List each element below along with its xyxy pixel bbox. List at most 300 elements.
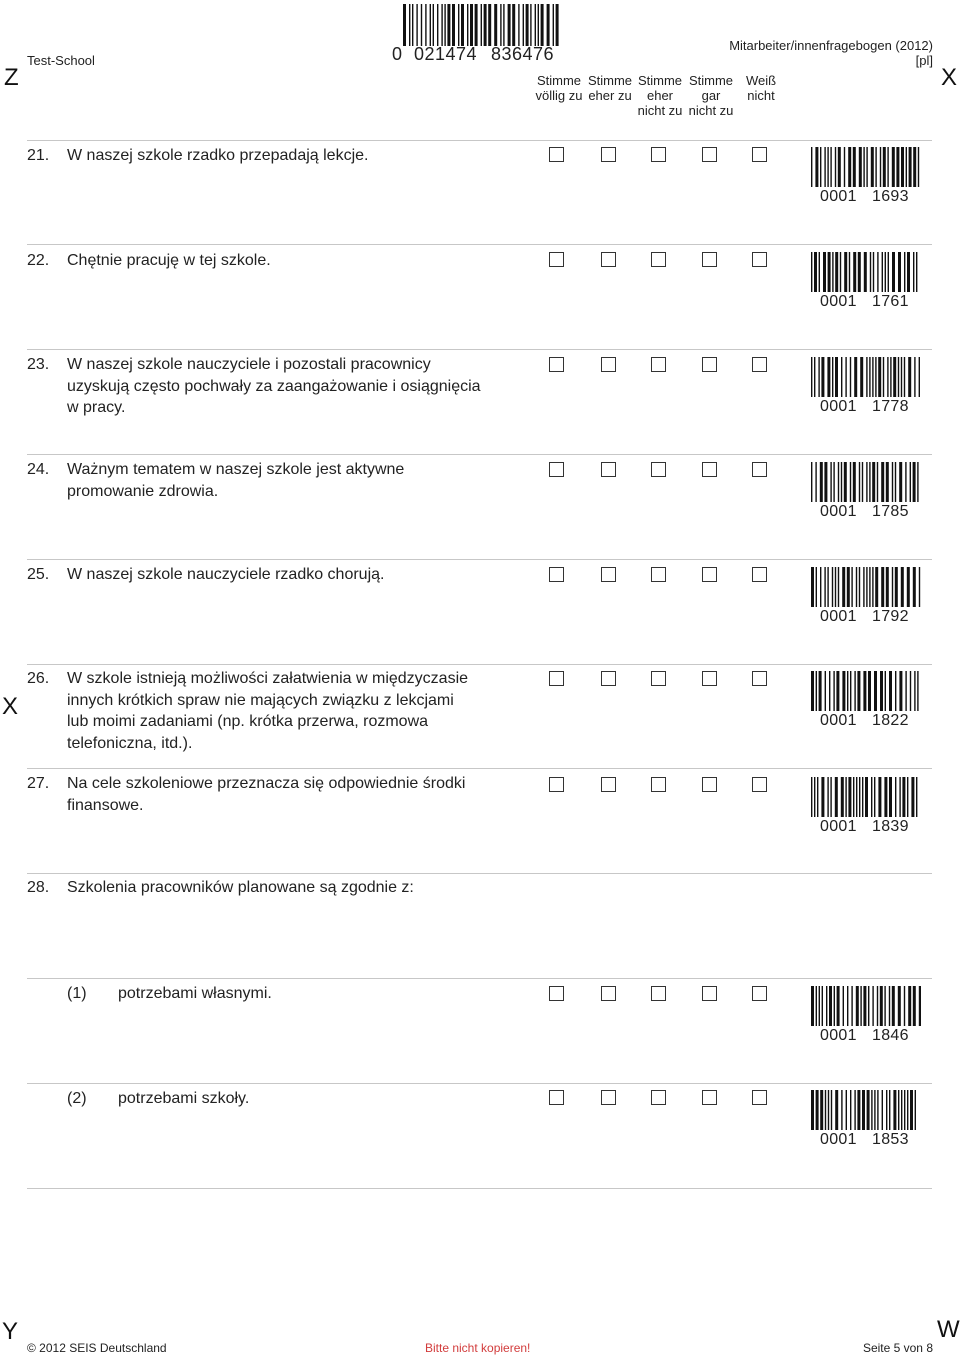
item-barcode: [811, 147, 921, 187]
answer-checkbox-1[interactable]: [549, 357, 564, 372]
barcode-bar: [853, 252, 856, 292]
answer-checkbox-1[interactable]: [549, 567, 564, 582]
barcode-bar: [433, 4, 434, 46]
barcode-bar: [854, 671, 855, 711]
barcode-bar: [421, 4, 422, 46]
barcode-bar: [830, 462, 831, 502]
answer-checkbox-1[interactable]: [549, 147, 564, 162]
answer-checkbox-2[interactable]: [601, 567, 616, 582]
barcode-bar: [822, 986, 823, 1026]
answer-checkbox-5[interactable]: [752, 357, 767, 372]
barcode-bar: [856, 777, 857, 817]
barcode-bar: [899, 777, 900, 817]
barcode-bar: [856, 567, 857, 607]
barcode-bar: [873, 252, 874, 292]
barcode-bar: [911, 777, 914, 817]
question-text: [67, 877, 537, 899]
barcode-bar: [917, 462, 918, 502]
barcode-bar: [816, 671, 817, 711]
answer-checkbox-2[interactable]: [601, 462, 616, 477]
barcode-bar: [882, 1090, 883, 1130]
barcode-bar: [907, 777, 908, 817]
barcode-bar: [866, 357, 867, 397]
school-name: Test-School: [27, 53, 95, 68]
barcode-bar: [825, 1090, 826, 1130]
barcode-bar: [553, 4, 554, 46]
barcode-bar: [850, 462, 851, 502]
barcode-bar: [441, 4, 442, 46]
barcode-bar: [904, 357, 905, 397]
barcode-bar: [904, 1090, 905, 1130]
barcode-bar: [863, 986, 866, 1026]
barcode-bar: [467, 4, 468, 46]
separator-line: [27, 244, 932, 245]
barcode-bar: [895, 462, 896, 502]
barcode-bar: [880, 986, 883, 1026]
barcode-bar: [827, 567, 828, 607]
barcode-bar: [889, 777, 892, 817]
barcode-bar: [869, 567, 870, 607]
barcode-bar: [880, 671, 883, 711]
language-code: [pl]: [915, 53, 933, 68]
item-barcode: [811, 1090, 921, 1130]
barcode-bar: [820, 567, 821, 607]
barcode-bar: [835, 252, 838, 292]
barcode-bar: [824, 567, 825, 607]
answer-checkbox-3[interactable]: [651, 671, 666, 686]
barcode-bar: [898, 1090, 899, 1130]
subitem-number: (2): [67, 1090, 87, 1107]
item-code-prefix: 0001: [820, 398, 857, 415]
barcode-bar: [887, 147, 888, 187]
scale-heading-1: [533, 73, 585, 103]
barcode-bar: [838, 147, 841, 187]
barcode-bar: [867, 1090, 870, 1130]
barcode-bar: [823, 252, 826, 292]
barcode-bar: [488, 4, 491, 46]
barcode-bar: [901, 357, 902, 397]
question-number: 22.: [27, 252, 50, 269]
question-number: 24.: [27, 461, 50, 478]
answer-checkbox-3[interactable]: [651, 357, 666, 372]
barcode-bar: [919, 986, 921, 1026]
barcode-bar: [865, 777, 868, 817]
barcode-bar: [827, 357, 830, 397]
item-code-prefix: 0001: [820, 503, 857, 520]
barcode-bar: [541, 4, 544, 46]
barcode-bar: [503, 4, 504, 46]
barcode-bar: [811, 252, 812, 292]
item-code-number: 1761: [872, 293, 909, 310]
barcode-bar: [833, 671, 834, 711]
barcode-bar: [547, 4, 550, 46]
barcode-bar: [811, 462, 812, 502]
item-code-prefix: 0001: [820, 188, 857, 205]
barcode-bar: [538, 4, 539, 46]
barcode-bar: [847, 986, 848, 1026]
barcode-bar: [829, 986, 832, 1026]
barcode-bar: [907, 567, 910, 607]
barcode-bar: [863, 671, 866, 711]
scale-heading-line: nicht zu: [637, 103, 683, 118]
question-text-line: Na cele szkoleniowe przeznacza się odpowiednie środki: [67, 775, 466, 792]
barcode-bar: [916, 777, 917, 817]
barcode-bar: [841, 1090, 842, 1130]
barcode-bar: [908, 986, 911, 1026]
scale-heading-line: eher: [646, 88, 674, 103]
barcode-bar: [889, 1090, 890, 1130]
barcode-bar: [819, 252, 820, 292]
scale-heading-line: Weiß: [745, 73, 777, 88]
corner-marker-top-right: X: [941, 64, 958, 91]
barcode-bar: [877, 986, 878, 1026]
barcode-bar: [874, 777, 875, 817]
answer-checkbox-4[interactable]: [702, 777, 717, 792]
barcode-bar: [866, 567, 867, 607]
scale-heading-line: nicht: [747, 88, 775, 103]
barcode-bar: [874, 1090, 875, 1130]
scale-heading-line: Stimme: [587, 73, 633, 88]
barcode-bar: [868, 671, 871, 711]
answer-checkbox-2[interactable]: [601, 147, 616, 162]
barcode-bar: [868, 986, 869, 1026]
item-barcode: [811, 567, 921, 607]
barcode-bar: [904, 986, 905, 1026]
item-code-number: 1785: [872, 503, 909, 520]
barcode-bar: [851, 986, 852, 1026]
barcode-bar: [892, 147, 895, 187]
answer-checkbox-2[interactable]: [601, 777, 616, 792]
barcode-bar: [844, 462, 847, 502]
answer-checkbox-4[interactable]: [702, 462, 717, 477]
barcode-bar: [875, 147, 876, 187]
barcode-bar: [905, 671, 906, 711]
barcode-bar: [844, 252, 847, 292]
barcode-bar: [850, 357, 851, 397]
question-number: 26.: [27, 670, 50, 687]
question-text-line: W naszej szkole nauczyciele i pozostali pracownicy: [67, 356, 431, 373]
answer-checkbox-3[interactable]: [651, 1090, 666, 1105]
barcode-bar: [914, 357, 915, 397]
barcode-bar: [835, 147, 836, 187]
barcode-bar: [820, 462, 823, 502]
barcode-bar: [917, 671, 918, 711]
barcode-bar: [819, 671, 822, 711]
item-code-number: 1839: [872, 818, 909, 835]
answer-checkbox-4[interactable]: [702, 252, 717, 267]
barcode-bar: [863, 567, 864, 607]
barcode-bar: [850, 671, 851, 711]
question-text: [67, 145, 537, 167]
barcode-bar: [919, 567, 920, 607]
corner-marker-bottom-left: Y: [2, 1318, 19, 1345]
barcode-bar: [853, 777, 854, 817]
question-text: [67, 354, 537, 419]
barcode-bar: [811, 357, 812, 397]
form-code-right: 836476: [491, 44, 555, 64]
question-text: [67, 250, 537, 272]
answer-checkbox-2[interactable]: [601, 671, 616, 686]
barcode-bar: [843, 986, 844, 1026]
question-text-line: W naszej szkole rzadko przepadają lekcje.: [67, 147, 369, 164]
barcode-bar: [884, 986, 885, 1026]
item-barcode: [811, 462, 921, 502]
barcode-bar: [815, 462, 816, 502]
answer-checkbox-2[interactable]: [601, 1090, 616, 1105]
side-marker-left: X: [2, 693, 19, 720]
answer-checkbox-1[interactable]: [549, 462, 564, 477]
barcode-bar: [893, 357, 896, 397]
barcode-bar: [849, 252, 850, 292]
barcode-bar: [859, 777, 860, 817]
question-number: 21.: [27, 147, 50, 164]
answer-checkbox-5[interactable]: [752, 1090, 767, 1105]
scale-heading-line: nicht zu: [688, 103, 734, 118]
barcode-bar: [425, 4, 426, 46]
item-code-number: 1846: [872, 1027, 909, 1044]
barcode-bar: [832, 567, 833, 607]
barcode-bar: [875, 567, 878, 607]
barcode-bar: [913, 567, 916, 607]
barcode-bar: [862, 777, 863, 817]
barcode-bar: [838, 567, 839, 607]
barcode-bar: [857, 1090, 860, 1130]
barcode-bar: [913, 147, 916, 187]
barcode-bar: [412, 4, 413, 46]
barcode-bar: [910, 462, 911, 502]
barcode-bar: [845, 777, 846, 817]
barcode-bar: [860, 986, 861, 1026]
barcode-bar: [403, 4, 406, 46]
answer-checkbox-4[interactable]: [702, 1090, 717, 1105]
barcode-bar: [409, 4, 410, 46]
answer-checkbox-4[interactable]: [702, 147, 717, 162]
barcode-bar: [895, 777, 896, 817]
barcode-bar: [526, 4, 529, 46]
barcode-bar: [860, 357, 863, 397]
question-text-line: W naszej szkole nauczyciele rzadko chorują.: [67, 566, 385, 583]
scale-heading-5: [735, 73, 787, 103]
barcode-bar: [892, 462, 893, 502]
barcode-bar: [872, 567, 873, 607]
barcode-bar: [816, 567, 817, 607]
barcode-bar: [902, 777, 905, 817]
scale-heading-2: [584, 73, 636, 103]
barcode-bar: [816, 986, 817, 1026]
barcode-bar: [898, 252, 901, 292]
barcode-bar: [500, 4, 501, 46]
barcode-bar: [444, 4, 445, 46]
barcode-bar: [910, 671, 911, 711]
form-title: Mitarbeiter/innenfragebogen (2012): [729, 38, 933, 53]
barcode-bar: [416, 4, 417, 46]
answer-checkbox-4[interactable]: [702, 671, 717, 686]
barcode-bar: [437, 4, 438, 46]
separator-line: [27, 768, 932, 769]
answer-checkbox-4[interactable]: [702, 357, 717, 372]
barcode-bar: [859, 462, 860, 502]
answer-checkbox-2[interactable]: [601, 986, 616, 1001]
barcode-bar: [828, 1090, 829, 1130]
corner-marker-top-left: Z: [4, 64, 19, 91]
separator-line: [27, 454, 932, 455]
barcode-bar: [863, 147, 864, 187]
barcode-bar: [814, 777, 815, 817]
barcode-bar: [820, 1090, 823, 1130]
barcode-bar: [523, 4, 524, 46]
barcode-bar: [484, 4, 487, 46]
barcode-bar: [916, 252, 917, 292]
answer-checkbox-5[interactable]: [752, 777, 767, 792]
scale-heading-line: völlig zu: [535, 88, 583, 103]
answer-checkbox-1[interactable]: [549, 986, 564, 1001]
item-barcode: [811, 357, 921, 397]
barcode-bar: [494, 4, 497, 46]
answer-checkbox-5[interactable]: [752, 986, 767, 1001]
scale-heading-3: [634, 73, 686, 118]
separator-line: [27, 140, 932, 141]
answer-checkbox-5[interactable]: [752, 671, 767, 686]
barcode-bar: [854, 357, 857, 397]
barcode-bar: [858, 252, 861, 292]
barcode-bar: [836, 671, 839, 711]
barcode-bar: [907, 1090, 908, 1130]
barcode-bar: [841, 357, 842, 397]
barcode-bar: [854, 1090, 855, 1130]
answer-checkbox-5[interactable]: [752, 462, 767, 477]
barcode-bar: [481, 4, 482, 46]
barcode-bar: [896, 147, 899, 187]
barcode-bar: [906, 147, 907, 187]
barcode-bar: [821, 777, 824, 817]
barcode-bar: [898, 357, 899, 397]
barcode-bar: [871, 777, 872, 817]
barcode-bar: [508, 4, 511, 46]
barcode-bar: [848, 147, 851, 187]
header-barcode: [403, 4, 563, 46]
answer-checkbox-3[interactable]: [651, 462, 666, 477]
barcode-bar: [811, 1090, 814, 1130]
barcode-bar: [871, 1090, 872, 1130]
question-text: [67, 668, 537, 754]
barcode-bar: [824, 147, 825, 187]
barcode-bar: [913, 986, 916, 1026]
answer-checkbox-3[interactable]: [651, 147, 666, 162]
barcode-bar: [874, 671, 877, 711]
answer-checkbox-3[interactable]: [651, 252, 666, 267]
question-text-line: finansowe.: [67, 796, 144, 814]
barcode-bar: [840, 252, 841, 292]
barcode-bar: [866, 462, 867, 502]
barcode-bar: [841, 462, 842, 502]
barcode-bar: [814, 357, 815, 397]
answer-checkbox-3[interactable]: [651, 567, 666, 582]
item-code-number: 1693: [872, 188, 909, 205]
barcode-bar: [847, 567, 850, 607]
barcode-bar: [883, 357, 884, 397]
barcode-bar: [837, 986, 840, 1026]
barcode-bar: [826, 986, 827, 1026]
barcode-bar: [827, 777, 828, 817]
barcode-bar: [888, 252, 889, 292]
item-code-number: 1778: [872, 398, 909, 415]
answer-checkbox-4[interactable]: [702, 567, 717, 582]
barcode-bar: [881, 462, 884, 502]
separator-line: [27, 559, 932, 560]
barcode-bar: [869, 462, 870, 502]
barcode-bar: [883, 147, 886, 187]
barcode-bar: [814, 252, 817, 292]
separator-line: [27, 978, 932, 979]
barcode-bar: [811, 777, 812, 817]
barcode-bar: [904, 252, 905, 292]
barcode-bar: [893, 1090, 896, 1130]
answer-checkbox-1[interactable]: [549, 252, 564, 267]
answer-checkbox-5[interactable]: [752, 147, 767, 162]
barcode-bar: [452, 4, 455, 46]
answer-checkbox-2[interactable]: [601, 357, 616, 372]
question-text-line: lub moimi zadaniami (np. krótka przerwa, rozmowa: [67, 713, 429, 730]
question-text-line: W szkole istnieją możliwości załatwienia w międzyczasie: [67, 670, 469, 687]
barcode-bar: [828, 252, 831, 292]
barcode-bar: [877, 462, 878, 502]
barcode-bar: [857, 671, 860, 711]
answer-checkbox-2[interactable]: [601, 252, 616, 267]
barcode-bar: [895, 567, 898, 607]
question-text-line: w pracy.: [67, 399, 126, 416]
footer-page-number: Seite 5 von 8: [862, 1341, 933, 1355]
barcode-bar: [878, 357, 881, 397]
question-number: 25.: [27, 566, 50, 583]
barcode-bar: [886, 462, 889, 502]
answer-checkbox-1[interactable]: [549, 671, 564, 686]
question-text-line: telefoniczna, itd.).: [67, 734, 193, 752]
barcode-bar: [885, 671, 886, 711]
barcode-bar: [907, 252, 910, 292]
answer-checkbox-3[interactable]: [651, 777, 666, 792]
barcode-bar: [886, 567, 889, 607]
barcode-bar: [862, 462, 863, 502]
footer-copy-notice: Bitte nicht kopieren!: [425, 1341, 531, 1355]
scale-heading-line: Stimme: [637, 73, 683, 88]
answer-checkbox-5[interactable]: [752, 567, 767, 582]
barcode-bar: [830, 147, 831, 187]
answer-checkbox-1[interactable]: [549, 777, 564, 792]
barcode-bar: [853, 462, 856, 502]
barcode-bar: [892, 567, 893, 607]
answer-checkbox-4[interactable]: [702, 986, 717, 1001]
barcode-bar: [835, 777, 838, 817]
barcode-bar: [892, 986, 895, 1026]
answer-checkbox-5[interactable]: [752, 252, 767, 267]
barcode-bar: [899, 671, 902, 711]
barcode-bar: [895, 671, 896, 711]
barcode-bar: [878, 777, 881, 817]
answer-checkbox-3[interactable]: [651, 986, 666, 1001]
question-text: [67, 459, 537, 502]
barcode-bar: [820, 147, 821, 187]
answer-checkbox-1[interactable]: [549, 1090, 564, 1105]
barcode-bar: [905, 462, 906, 502]
barcode-bar: [909, 147, 912, 187]
question-text-line: Chętnie pracuję w tej szkole.: [67, 252, 271, 269]
question-text-line: Szkolenia pracowników planowane są zgodnie z:: [67, 879, 414, 896]
question-text-line: promowanie zdrowia.: [67, 482, 219, 500]
subitem-number: (1): [67, 985, 87, 1002]
barcode-bar: [841, 777, 844, 817]
item-barcode: [811, 252, 921, 292]
barcode-bar: [825, 671, 826, 711]
